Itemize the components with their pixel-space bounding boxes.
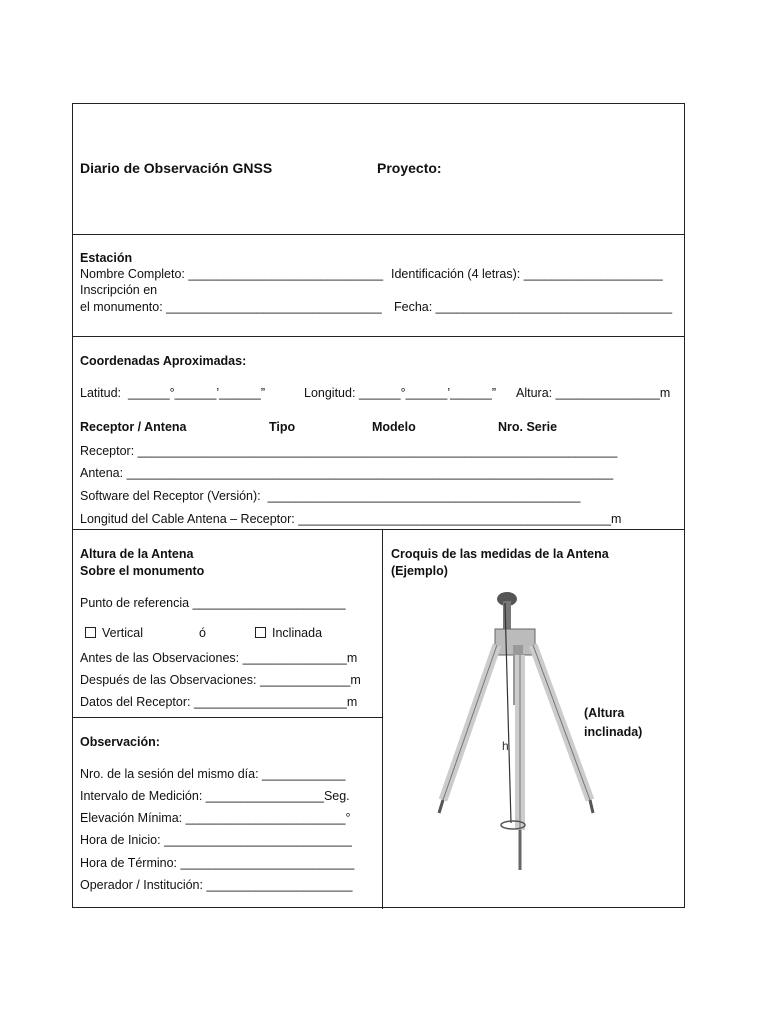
- receiver-data-field[interactable]: Datos del Receptor: ______________________m: [80, 695, 358, 709]
- col-modelo: Modelo: [372, 420, 416, 434]
- min-elevation-field[interactable]: Elevación Mínima: _______________________°: [80, 811, 351, 825]
- interval-field[interactable]: Intervalo de Medición: _________________Seg.: [80, 789, 350, 803]
- checkbox-icon[interactable]: [255, 627, 266, 638]
- session-field[interactable]: Nro. de la sesión del mismo día: ____________: [80, 767, 346, 781]
- date-field[interactable]: Fecha: __________________________________: [394, 300, 673, 314]
- inclined-option[interactable]: [255, 626, 322, 640]
- full-name-field[interactable]: Nombre Completo: ____________________________: [80, 267, 384, 281]
- receptor-field[interactable]: Receptor: _____________________________________________________________________: [80, 444, 618, 458]
- software-field[interactable]: Software del Receptor (Versión): _____________________________________________: [80, 489, 581, 503]
- col-tipo: Tipo: [269, 420, 296, 434]
- antena-field[interactable]: Antena: ______________________________________________________________________: [80, 466, 614, 480]
- inscription-label: Inscripción en: [80, 283, 158, 297]
- col-receptor-antena: Receptor / Antena: [80, 420, 187, 434]
- checkbox-icon[interactable]: [85, 627, 96, 638]
- left-column-divider: [73, 717, 382, 718]
- antenna-height-subheading: Sobre el monumento: [80, 564, 205, 578]
- coords-heading: Coordenadas Aproximadas:: [80, 354, 247, 368]
- sketch-heading: Croquis de las medidas de la Antena: [391, 547, 609, 561]
- altitude-field[interactable]: Altura: _______________m: [516, 386, 671, 400]
- station-section: [73, 235, 684, 337]
- project-label: Proyecto:: [377, 160, 442, 176]
- h-label: h: [502, 739, 509, 753]
- latitude-field[interactable]: Latitud: ______°______’______”: [80, 386, 266, 400]
- vertical-option[interactable]: [85, 626, 143, 640]
- before-observations-field[interactable]: Antes de las Observaciones: _______________m: [80, 651, 358, 665]
- or-label: ó: [199, 626, 206, 640]
- identification-field[interactable]: Identificación (4 letras): ____________________: [391, 267, 663, 281]
- inclined-height-label-1: (Altura: [584, 706, 625, 720]
- start-time-field[interactable]: Hora de Inicio: ___________________________: [80, 833, 352, 847]
- inclined-height-label-2: inclinada): [584, 725, 643, 739]
- column-divider: [382, 530, 383, 909]
- end-time-field[interactable]: Hora de Término: _________________________: [80, 856, 355, 870]
- operator-field[interactable]: Operador / Institución: _____________________: [80, 878, 353, 892]
- header-section: [73, 104, 684, 235]
- antenna-height-heading: Altura de la Antena: [80, 547, 194, 561]
- form-title: Diario de Observación GNSS: [80, 160, 273, 176]
- reference-point-field[interactable]: Punto de referencia ______________________: [80, 596, 346, 610]
- longitude-field[interactable]: Longitud: ______°______’______”: [304, 386, 496, 400]
- vertical-label: Vertical: [102, 626, 143, 640]
- cable-length-field[interactable]: Longitud del Cable Antena – Receptor: _____________________________________________m: [80, 512, 622, 526]
- inclined-label: Inclinada: [272, 626, 323, 640]
- monument-inscription-field[interactable]: el monumento: _______________________________: [80, 300, 382, 314]
- station-heading: Estación: [80, 251, 133, 265]
- coordinates-section: [73, 337, 684, 530]
- tripod-antenna-illustration: [425, 585, 615, 885]
- col-nro-serie: Nro. Serie: [498, 420, 558, 434]
- sketch-subheading: (Ejemplo): [391, 564, 448, 578]
- after-observations-field[interactable]: Después de las Observaciones: _____________m: [80, 673, 361, 687]
- observation-heading: Observación:: [80, 735, 160, 749]
